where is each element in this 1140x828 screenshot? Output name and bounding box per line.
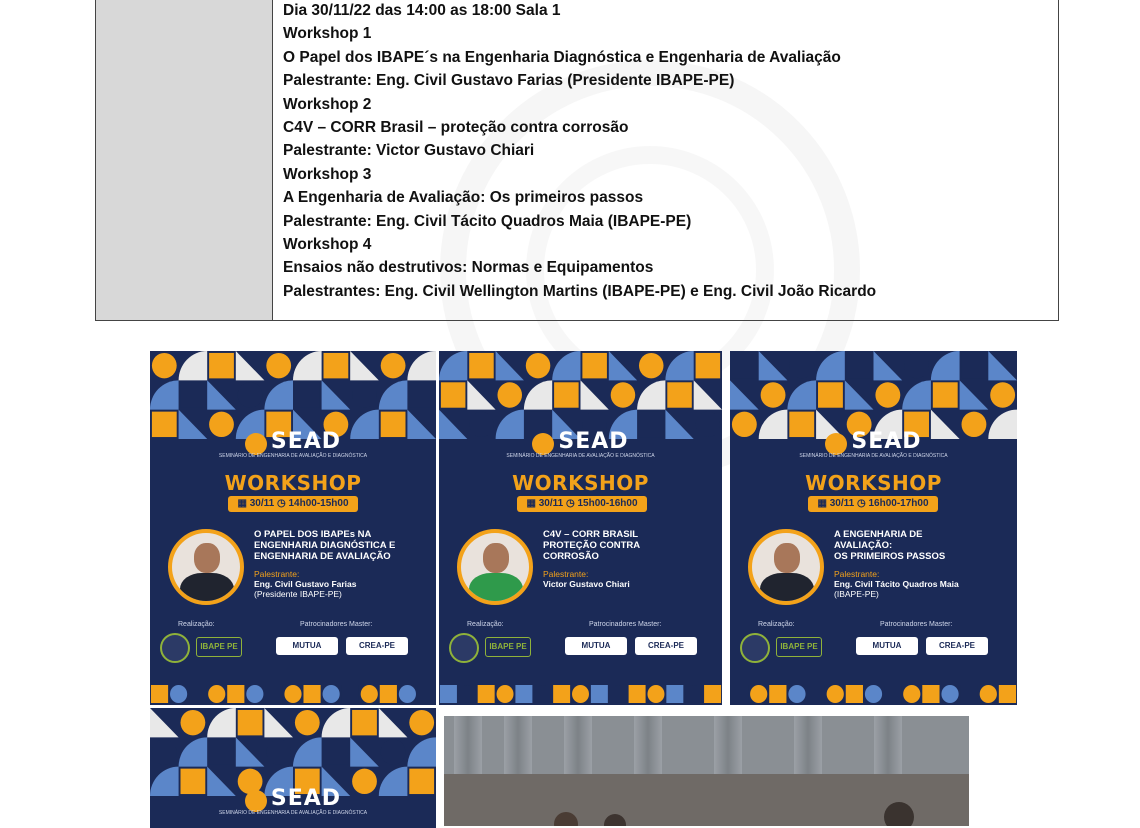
speaker-label: Palestrante: xyxy=(254,569,300,579)
schedule-table xyxy=(95,0,1059,321)
workshop-title: WORKSHOP xyxy=(805,471,942,495)
poster-pattern-band xyxy=(730,351,1017,439)
mutua-logo: MUTUA xyxy=(276,637,338,655)
speaker-label: Palestrante: xyxy=(543,569,589,579)
sponsors-label: Patrocinadores Master: xyxy=(300,621,373,628)
workshop-time: 15h00-16h00 xyxy=(577,498,638,509)
poster-bottom-band xyxy=(439,683,722,705)
sead-subtitle: SEMINÁRIO DE ENGENHARIA DE AVALIAÇÃO E DIAGNÓSTICA xyxy=(799,452,948,459)
poster-pattern-band xyxy=(150,351,436,439)
sead-subtitle: SEMINÁRIO DE ENGENHARIA DE AVALIAÇÃO E DIAGNÓSTICA xyxy=(218,452,368,459)
speaker-photo xyxy=(748,529,824,605)
workshop-poster-3 xyxy=(730,351,1017,705)
talk-title-line: ENGENHARIA DIAGNÓSTICA E xyxy=(254,540,396,551)
schedule-date-line: Dia 30/11/22 das 14:00 as 18:00 Sala 1 xyxy=(283,2,561,19)
talk-title-line: PROTEÇÃO CONTRA xyxy=(543,540,641,551)
speaker-photo xyxy=(168,529,244,605)
talk-title-line: AVALIAÇÃO: xyxy=(834,540,893,551)
workshop-date: 30/11 xyxy=(829,498,855,509)
sponsors-label: Patrocinadores Master: xyxy=(880,621,953,628)
workshop-title: WORKSHOP xyxy=(224,471,362,495)
realizacao-label: Realização: xyxy=(758,621,795,628)
workshop-2-speaker: Palestrante: Victor Gustavo Chiari xyxy=(283,142,535,160)
talk-title-line: OS PRIMEIROS PASSOS xyxy=(834,551,946,562)
workshop-1-speaker: Palestrante: Eng. Civil Gustavo Farias (Presidente IBAPE-PE) xyxy=(283,72,735,90)
workshop-2-title: C4V – CORR Brasil – proteção contra corrosão xyxy=(283,118,629,136)
clock-icon: ◷ xyxy=(563,498,578,509)
gear-icon xyxy=(245,790,267,812)
crea-pe-logo: CREA-PE xyxy=(346,637,408,655)
speaker-head xyxy=(194,543,220,573)
talk-title-line: CORROSÃO xyxy=(543,551,599,562)
sead-subtitle: SEMINÁRIO DE ENGENHARIA DE AVALIAÇÃO E DIAGNÓSTICA xyxy=(506,452,655,459)
talk-title-line: C4V – CORR BRASIL xyxy=(543,529,639,540)
sead-subtitle: SEMINÁRIO DE ENGENHARIA DE AVALIAÇÃO E DIAGNÓSTICA xyxy=(218,809,368,816)
sponsors-area xyxy=(439,621,722,679)
gear-icon xyxy=(532,433,554,455)
workshop-date-time xyxy=(808,496,938,512)
speaker-name: Eng. Civil Gustavo Farias xyxy=(254,579,357,589)
workshop-poster-4 xyxy=(150,708,436,828)
workshop-4-speakers: Palestrantes: Eng. Civil Wellington Martins (IBAPE-PE) e Eng. Civil João Ricardo xyxy=(283,282,877,300)
speaker-head xyxy=(483,543,509,573)
speaker-extra: (Presidente IBAPE-PE) xyxy=(254,589,342,599)
workshop-date: 30/11 xyxy=(538,498,564,509)
speaker-info xyxy=(543,569,714,589)
sponsors-area xyxy=(150,621,436,679)
speaker-info xyxy=(254,569,428,599)
speaker-head xyxy=(774,543,800,573)
poster-bottom-band xyxy=(730,683,1017,705)
ibape-seal-icon xyxy=(160,633,190,663)
crea-pe-logo: CREA-PE xyxy=(635,637,697,655)
calendar-icon: ▦ xyxy=(237,498,250,509)
talk-title-line: A ENGENHARIA DE xyxy=(834,529,923,540)
poster-pattern-band xyxy=(439,351,722,439)
workshop-3-title: A Engenharia de Avaliação: Os primeiros passos xyxy=(283,189,644,207)
event-room-photo xyxy=(444,716,969,826)
crea-pe-logo: CREA-PE xyxy=(926,637,988,655)
talk-title-line: ENGENHARIA DE AVALIAÇÃO xyxy=(254,551,391,562)
clock-icon: ◷ xyxy=(854,498,869,509)
speaker-body xyxy=(180,573,234,601)
realizacao-label: Realização: xyxy=(178,621,215,628)
mutua-logo: MUTUA xyxy=(565,637,627,655)
schedule-content-cell xyxy=(273,0,1058,320)
realizacao-label: Realização: xyxy=(467,621,504,628)
speaker-photo xyxy=(457,529,533,605)
ibape-seal-icon xyxy=(740,633,770,663)
gear-icon xyxy=(825,433,847,455)
workshop-3-speaker: Palestrante: Eng. Civil Tácito Quadros Maia (IBAPE-PE) xyxy=(283,212,692,230)
calendar-icon: ▦ xyxy=(817,498,830,509)
sead-logo xyxy=(730,429,1017,459)
speaker-name: Victor Gustavo Chiari xyxy=(543,579,630,589)
workshop-2-heading: Workshop 2 xyxy=(283,95,372,113)
workshop-1-title: O Papel dos IBAPE´s na Engenharia Diagnóstica e Engenharia de Avaliação xyxy=(283,48,841,66)
workshop-poster-1 xyxy=(150,351,436,705)
calendar-icon: ▦ xyxy=(526,498,539,509)
talk-title xyxy=(254,529,428,562)
workshop-title: WORKSHOP xyxy=(512,471,649,495)
workshop-poster-2 xyxy=(439,351,722,705)
sead-logo xyxy=(150,786,436,816)
workshop-time: 16h00-17h00 xyxy=(868,498,929,509)
ibape-pe-logo: IBAPE PE xyxy=(485,637,531,657)
ibape-pe-logo: IBAPE PE xyxy=(776,637,822,657)
workshop-date-time xyxy=(517,496,647,512)
speaker-body xyxy=(760,573,814,601)
workshop-4-heading: Workshop 4 xyxy=(283,235,372,253)
talk-title xyxy=(543,529,714,562)
mutua-logo: MUTUA xyxy=(856,637,918,655)
sead-brand: SEAD xyxy=(270,429,342,454)
sponsors-label: Patrocinadores Master: xyxy=(589,621,662,628)
sponsors-area xyxy=(730,621,1017,679)
poster-pattern-band xyxy=(150,708,436,796)
workshop-1-heading: Workshop 1 xyxy=(283,25,372,43)
poster-bottom-band xyxy=(150,683,436,705)
talk-title xyxy=(834,529,1009,562)
sead-brand: SEAD xyxy=(851,429,922,454)
speaker-name: Eng. Civil Tácito Quadros Maia xyxy=(834,579,959,589)
talk-title-line: O PAPEL DOS IBAPEs NA xyxy=(254,529,372,540)
sead-brand: SEAD xyxy=(270,786,342,811)
workshop-time: 14h00-15h00 xyxy=(288,498,349,509)
speaker-extra: (IBAPE-PE) xyxy=(834,589,879,599)
speaker-body xyxy=(469,573,523,601)
workshop-date: 30/11 xyxy=(249,498,275,509)
workshop-date-time xyxy=(228,496,358,512)
sead-brand: SEAD xyxy=(558,429,629,454)
ibape-seal-icon xyxy=(449,633,479,663)
sead-logo xyxy=(439,429,722,459)
sead-logo xyxy=(150,429,436,459)
clock-icon: ◷ xyxy=(274,498,289,509)
schedule-label-cell xyxy=(96,0,273,320)
gear-icon xyxy=(245,433,267,455)
speaker-info xyxy=(834,569,1009,599)
workshop-3-heading: Workshop 3 xyxy=(283,165,372,183)
speaker-label: Palestrante: xyxy=(834,569,880,579)
person-silhouette xyxy=(884,802,914,826)
ibape-pe-logo: IBAPE PE xyxy=(196,637,242,657)
workshop-4-title: Ensaios não destrutivos: Normas e Equipamentos xyxy=(283,259,654,277)
